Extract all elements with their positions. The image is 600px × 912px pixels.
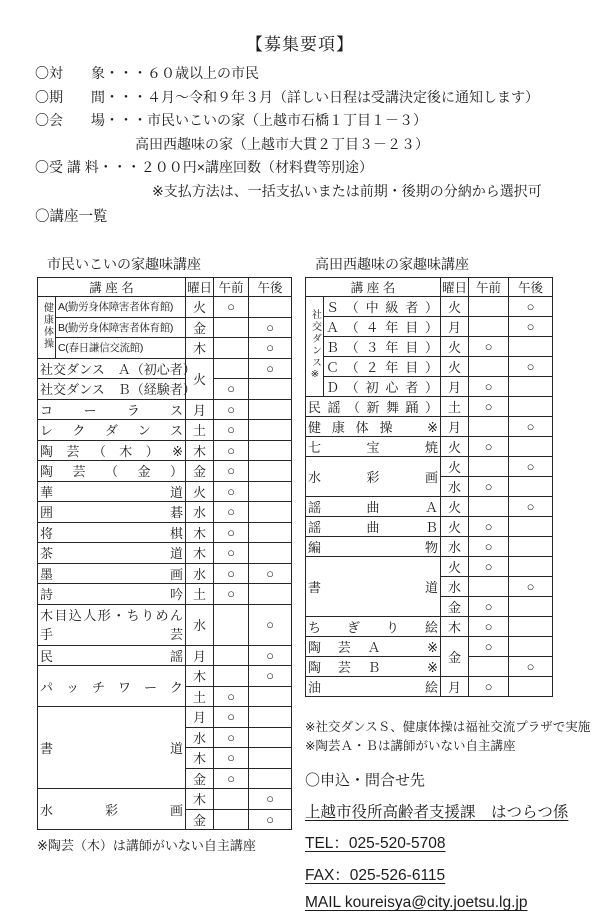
day-cell: 木 [186, 338, 214, 359]
head-cell: 講 座 名 [38, 278, 186, 297]
day-cell: 金 [186, 317, 214, 338]
head-cell: 講 座 名 [306, 278, 441, 297]
pm-cell [249, 522, 292, 543]
day-cell: 月 [186, 707, 214, 728]
name-cell: 将棋 [38, 522, 186, 543]
pm-cell [249, 707, 292, 728]
name-cell: 七宝焼 [306, 437, 441, 457]
left-table-column [37, 254, 297, 854]
day-cell: 火 [186, 481, 214, 502]
am-cell [469, 297, 509, 317]
pm-cell [249, 686, 292, 707]
head-cell: 曜日 [441, 278, 469, 297]
name-cell: Ａ（４年目） [324, 317, 441, 337]
am-cell: ○ [469, 397, 509, 417]
pm-cell [509, 597, 553, 617]
am-cell: ○ [214, 563, 249, 584]
day-cell: 金 [441, 637, 469, 677]
am-cell: ○ [469, 617, 509, 637]
name-cell: 社交ダンス Ａ（初心者） [38, 358, 186, 379]
am-cell: ○ [469, 597, 509, 617]
pm-cell [249, 748, 292, 769]
am-cell [469, 317, 509, 337]
name-cell: 油絵 [306, 677, 441, 697]
am-cell: ○ [469, 377, 509, 397]
am-cell [214, 645, 249, 666]
day-cell: 木 [186, 748, 214, 769]
pm-cell [509, 677, 553, 697]
head-cell: 午後 [509, 278, 553, 297]
pm-cell: ○ [509, 497, 553, 517]
day-cell: 月 [441, 317, 469, 337]
am-cell: ○ [214, 707, 249, 728]
contact-block [305, 769, 600, 912]
pm-cell [249, 297, 292, 318]
day-cell: 火 [186, 358, 214, 399]
pm-cell: ○ [249, 789, 292, 810]
pm-cell: ○ [509, 357, 553, 377]
pm-cell [509, 637, 553, 657]
name-cell: Ｓ（中級者） [324, 297, 441, 317]
day-cell: 火 [441, 497, 469, 517]
name-cell: パッチワーク [38, 666, 186, 707]
name-cell: 陶芸（金） [38, 461, 186, 482]
day-cell: 火 [441, 517, 469, 537]
am-cell: ○ [214, 522, 249, 543]
day-cell: 木 [186, 440, 214, 461]
pm-cell [249, 768, 292, 789]
pm-cell: ○ [249, 338, 292, 359]
name-cell: A(勤労身体障害者体育館) [56, 297, 186, 318]
am-cell [469, 357, 509, 377]
am-cell [214, 317, 249, 338]
am-cell [469, 457, 509, 477]
day-cell: 金 [186, 809, 214, 830]
day-cell: 木 [186, 543, 214, 564]
pm-cell: ○ [509, 297, 553, 317]
day-cell: 金 [441, 597, 469, 617]
day-cell: 木 [186, 522, 214, 543]
info-line: 高田西趣味の家（上越市大貫２丁目３－２３） [35, 133, 600, 157]
am-cell: ○ [469, 437, 509, 457]
am-cell: ○ [214, 481, 249, 502]
day-cell: 木 [186, 666, 214, 687]
name-cell: 書道 [306, 557, 441, 617]
am-cell: ○ [214, 399, 249, 420]
am-cell [469, 577, 509, 597]
contact-lines [305, 800, 600, 912]
contact-line: TEL：025-520-5708 [305, 831, 600, 853]
pm-cell [509, 337, 553, 357]
info-block [35, 62, 600, 203]
day-cell: 木 [441, 617, 469, 637]
name-cell: 陶芸（木）※ [38, 440, 186, 461]
head-cell: 午前 [214, 278, 249, 297]
am-cell: ○ [469, 677, 509, 697]
am-cell: ○ [469, 477, 509, 497]
contact-line: FAX：025-526-6115 [305, 863, 600, 885]
right-table-title: 高田西趣味の家趣味講座 [315, 254, 600, 274]
am-cell: ○ [214, 543, 249, 564]
day-cell: 木 [186, 789, 214, 810]
name-cell: 書道 [38, 707, 186, 789]
am-cell: ○ [214, 440, 249, 461]
name-cell: ちぎり絵 [306, 617, 441, 637]
day-cell: 火 [441, 297, 469, 317]
am-cell [214, 604, 249, 645]
document-page [0, 30, 600, 881]
name-cell: 健康体操 ※ [306, 417, 441, 437]
am-cell: ○ [214, 420, 249, 441]
name-cell: 民謡 [38, 645, 186, 666]
contact-line: MAIL koureisya@city.joetsu.lg.jp [305, 894, 600, 912]
pm-cell [249, 543, 292, 564]
day-cell: 土 [186, 584, 214, 605]
day-cell: 月 [441, 417, 469, 437]
page-title: 【募集要項】 [0, 30, 600, 55]
am-cell [214, 358, 249, 379]
day-cell: 水 [441, 577, 469, 597]
pm-cell [249, 502, 292, 523]
am-cell: ○ [469, 537, 509, 557]
am-cell [469, 417, 509, 437]
vertical-group-label: 社交ダンス※ [310, 309, 320, 382]
right-course-table-holder [305, 277, 600, 697]
right-table-notes [305, 718, 600, 756]
am-cell [214, 666, 249, 687]
day-cell: 水 [441, 477, 469, 497]
right-table-column [305, 254, 600, 912]
vertical-group-label: 健康体操 [42, 302, 52, 350]
pm-cell [509, 517, 553, 537]
name-cell: 囲碁 [38, 502, 186, 523]
pm-cell: ○ [249, 563, 292, 584]
pm-cell [249, 379, 292, 400]
name-cell: レクダンス [38, 420, 186, 441]
day-cell: 金 [186, 768, 214, 789]
am-cell: ○ [214, 584, 249, 605]
name-cell: コーラス [38, 399, 186, 420]
name-cell: 陶芸Ａ ※ [306, 637, 441, 657]
day-cell: 火 [186, 297, 214, 318]
name-cell: C(春日謙信交流館) [56, 338, 186, 359]
course-table [305, 277, 553, 697]
head-cell: 曜日 [186, 278, 214, 297]
info-line: 〇期 間・・・４月～令和９年３月（詳しい日程は受講決定後に通知します） [35, 86, 600, 110]
pm-cell [509, 477, 553, 497]
name-cell: 詩吟 [38, 584, 186, 605]
pm-cell [509, 377, 553, 397]
pm-cell: ○ [249, 358, 292, 379]
pm-cell [509, 437, 553, 457]
day-cell: 火 [441, 457, 469, 477]
pm-cell [249, 440, 292, 461]
day-cell: 金 [186, 461, 214, 482]
head-cell: 午前 [469, 278, 509, 297]
name-cell: 木目込人形・ちりめん 手芸 [38, 604, 186, 645]
day-cell: 土 [186, 686, 214, 707]
pm-cell: ○ [249, 645, 292, 666]
name-cell: 陶芸Ｂ ※ [306, 657, 441, 677]
am-cell: ○ [469, 637, 509, 657]
am-cell: ○ [214, 727, 249, 748]
pm-cell [509, 617, 553, 637]
am-cell: ○ [214, 379, 249, 400]
pm-cell: ○ [249, 317, 292, 338]
left-table-title: 市民いこいの家趣味講座 [47, 254, 297, 274]
name-cell: 水彩画 [38, 789, 186, 830]
day-cell: 月 [186, 399, 214, 420]
am-cell: ○ [469, 517, 509, 537]
name-cell: 茶道 [38, 543, 186, 564]
pm-cell [249, 584, 292, 605]
am-cell: ○ [214, 502, 249, 523]
day-cell: 火 [441, 357, 469, 377]
pm-cell: ○ [509, 457, 553, 477]
name-cell: B(勤労身体障害者体育館) [56, 317, 186, 338]
day-cell: 水 [186, 563, 214, 584]
note-line: ※社交ダンスＳ、健康体操は福祉交流プラザで実施 [305, 718, 600, 737]
left-table-note: ※陶芸（木）は講師がいない自主講座 [37, 835, 297, 854]
pm-cell [249, 461, 292, 482]
name-cell: 水彩画 [306, 457, 441, 497]
day-cell: 土 [441, 397, 469, 417]
am-cell: ○ [469, 557, 509, 577]
pm-cell [249, 727, 292, 748]
pm-cell: ○ [509, 577, 553, 597]
pm-cell [509, 397, 553, 417]
group-cell [38, 297, 56, 359]
info-line: 〇受 講 料・・・２００円×講座回数（材料費等別途） [35, 156, 600, 180]
pm-cell [509, 557, 553, 577]
day-cell: 土 [186, 420, 214, 441]
day-cell: 月 [441, 377, 469, 397]
am-cell: ○ [214, 461, 249, 482]
pm-cell [249, 481, 292, 502]
am-cell [214, 789, 249, 810]
head-cell: 午後 [249, 278, 292, 297]
note-line: ※陶芸Ａ・Ｂは講師がいない自主講座 [305, 737, 600, 756]
am-cell [214, 338, 249, 359]
am-cell: ○ [214, 768, 249, 789]
name-cell: 謡曲Ａ [306, 497, 441, 517]
day-cell: 月 [186, 645, 214, 666]
day-cell: 火 [441, 437, 469, 457]
pm-cell [249, 399, 292, 420]
name-cell: 墨画 [38, 563, 186, 584]
day-cell: 月 [441, 677, 469, 697]
day-cell: 水 [441, 537, 469, 557]
info-line: ※支払方法は、一括支払いまたは前期・後期の分納から選択可 [35, 180, 600, 204]
name-cell: 謡曲Ｂ [306, 517, 441, 537]
pm-cell [249, 420, 292, 441]
contact-line: 上越市役所高齢者支援課 はつらつ係 [305, 800, 600, 822]
contact-heading: 〇申込・問合せ先 [305, 769, 600, 790]
am-cell: ○ [214, 686, 249, 707]
day-cell: 水 [186, 604, 214, 645]
day-cell: 水 [186, 727, 214, 748]
info-line: 〇対 象・・・６０歳以上の市民 [35, 62, 600, 86]
am-cell [469, 497, 509, 517]
info-line: 〇会 場・・・市民いこいの家（上越市石橋１丁目１－３） [35, 109, 600, 133]
pm-cell: ○ [509, 417, 553, 437]
left-course-table-holder [37, 277, 297, 830]
pm-cell [509, 537, 553, 557]
name-cell: 民謡（新舞踊） [306, 397, 441, 417]
am-cell [469, 657, 509, 677]
course-table [37, 277, 292, 830]
am-cell [214, 809, 249, 830]
pm-cell: ○ [249, 604, 292, 645]
name-cell: 華道 [38, 481, 186, 502]
pm-cell: ○ [509, 317, 553, 337]
day-cell: 火 [441, 337, 469, 357]
pm-cell: ○ [509, 657, 553, 677]
day-cell: 火 [441, 557, 469, 577]
am-cell: ○ [214, 297, 249, 318]
section-title: 〇講座一覧 [35, 205, 600, 226]
am-cell: ○ [469, 337, 509, 357]
name-cell: Ｄ（初心者） [324, 377, 441, 397]
name-cell: Ｂ（３年目） [324, 337, 441, 357]
pm-cell: ○ [249, 666, 292, 687]
name-cell: Ｃ（２年目） [324, 357, 441, 377]
pm-cell: ○ [249, 809, 292, 830]
am-cell: ○ [214, 748, 249, 769]
name-cell: 編物 [306, 537, 441, 557]
day-cell: 水 [186, 502, 214, 523]
name-cell: 社交ダンス Ｂ（経験者） [38, 379, 186, 400]
group-cell [306, 297, 324, 397]
